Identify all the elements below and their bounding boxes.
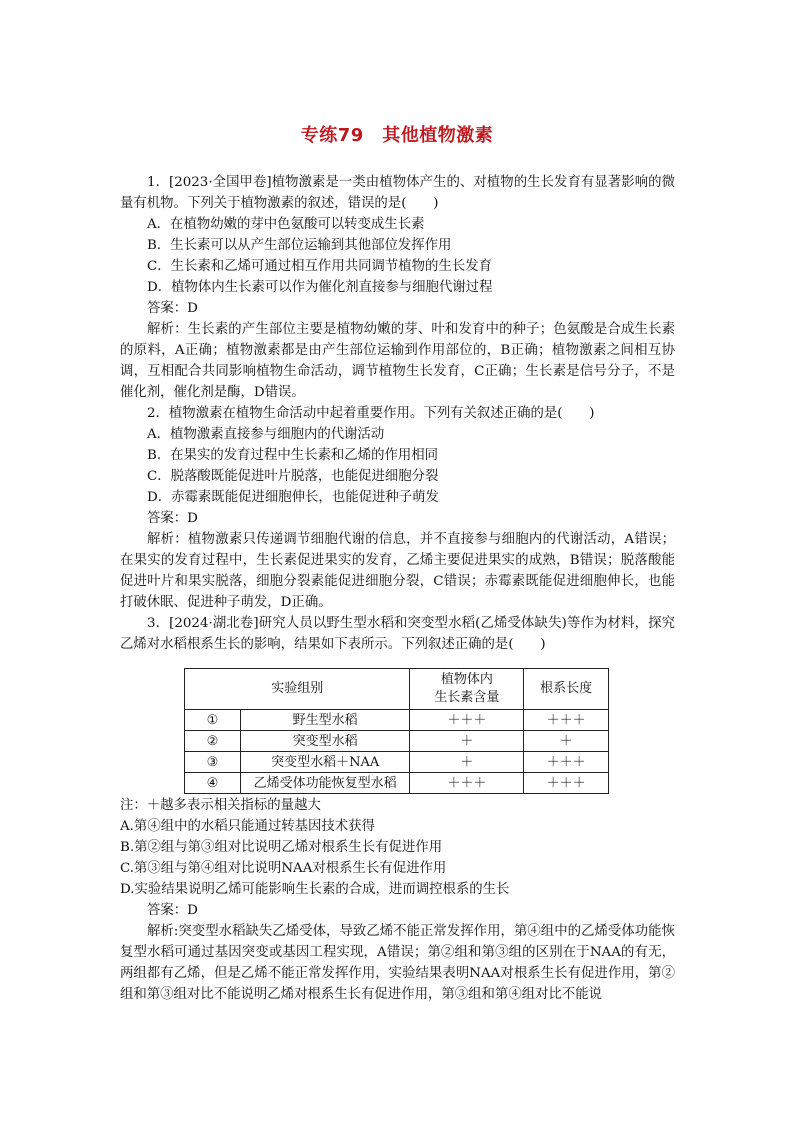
q1-option-b: B．生长素可以从产生部位运输到其他部位发挥作用 bbox=[147, 238, 452, 253]
table-cell-auxin: ＋＋＋ bbox=[410, 710, 524, 731]
table-cell-root: ＋＋＋ bbox=[524, 752, 609, 773]
q2-option-c: C．脱落酸既能促进叶片脱落，也能促进细胞分裂 bbox=[147, 469, 439, 484]
table-cell-root: ＋＋＋ bbox=[524, 773, 609, 794]
table-cell-name: 乙烯受体功能恢复型水稻 bbox=[240, 773, 410, 794]
page-title: 专练79 其他植物激素 bbox=[300, 125, 494, 146]
q3-stem: 3．[2024·湖北卷]研究人员以野生型水稻和突变型水稻(乙烯受体缺失)等作为材料，探究乙烯对水稻根系生长的影响，结果如下表所示。下列叙述正确的是( ) bbox=[120, 616, 675, 652]
document-body bbox=[120, 172, 675, 1005]
q1-stem: 1．[2023·全国甲卷]植物激素是一类由植物体产生的、对植物的生长发育有显著影响的微量有机物。下列关于植物激素的叙述，错误的是( ) bbox=[120, 175, 675, 211]
q2-option-b: B．在果实的发育过程中生长素和乙烯的作用相同 bbox=[147, 448, 439, 463]
table-cell-auxin: ＋ bbox=[410, 731, 524, 752]
q2-answer: 答案：D bbox=[147, 511, 198, 526]
table-row bbox=[185, 752, 609, 773]
table-cell-no: ③ bbox=[185, 752, 241, 773]
q3-option-b: B.第②组与第③组对比说明乙烯对根系生长有促进作用 bbox=[120, 840, 443, 855]
table-cell-root: ＋＋＋ bbox=[524, 710, 609, 731]
q2-option-a: A．植物激素直接参与细胞内的代谢活动 bbox=[147, 427, 385, 442]
table-row bbox=[185, 710, 609, 731]
table-row bbox=[185, 731, 609, 752]
table-header-row bbox=[185, 669, 609, 710]
table-header-auxin: 植物体内 生长素含量 bbox=[410, 669, 524, 710]
q1-option-c: C．生长素和乙烯可通过相互作用共同调节植物的生长发育 bbox=[147, 259, 493, 274]
table-header-root: 根系长度 bbox=[524, 669, 609, 710]
q3-option-a: A.第④组中的水稻只能通过转基因技术获得 bbox=[120, 819, 375, 834]
table-note: 注：＋越多表示相关指标的量越大 bbox=[120, 798, 321, 813]
q1-option-d: D．植物体内生长素可以作为催化剂直接参与细胞代谢过程 bbox=[147, 280, 493, 295]
table-cell-name: 野生型水稻 bbox=[240, 710, 410, 731]
table-header-group: 实验组别 bbox=[185, 669, 410, 710]
q3-answer: 答案：D bbox=[147, 903, 198, 918]
table-cell-auxin: ＋ bbox=[410, 752, 524, 773]
q1-analysis: 解析：生长素的产生部位主要是植物幼嫩的芽、叶和发育中的种子；色氨酸是合成生长素的原料，A正确；植物激素都是由产生部位运输到作用部位的，B正确；植物激素之间相互协调，互相配合共同影响植物生命活动，调节植物生长发育，C正确；生长素是信号分子，不是催化剂，催化剂是酶，D错误。 bbox=[120, 322, 675, 400]
table-cell-no: ④ bbox=[185, 773, 241, 794]
table-row bbox=[185, 773, 609, 794]
table-cell-name: 突变型水稻 bbox=[240, 731, 410, 752]
q1-answer: 答案：D bbox=[147, 301, 198, 316]
table-cell-name: 突变型水稻＋NAA bbox=[240, 752, 410, 773]
results-table bbox=[184, 668, 609, 794]
q2-option-d: D．赤霉素既能促进细胞伸长，也能促进种子萌发 bbox=[147, 490, 439, 505]
table-cell-no: ① bbox=[185, 710, 241, 731]
table-cell-auxin: ＋＋＋ bbox=[410, 773, 524, 794]
table-cell-root: ＋ bbox=[524, 731, 609, 752]
table-cell-no: ② bbox=[185, 731, 241, 752]
q1-option-a: A．在植物幼嫩的芽中色氨酸可以转变成生长素 bbox=[147, 217, 425, 232]
q3-analysis: 解析:突变型水稻缺失乙烯受体，导致乙烯不能正常发挥作用，第④组中的乙烯受体功能恢复型水稻可通过基因突变或基因工程实现，A错误；第②组和第③组的区别在于NAA的有无，两组都有乙烯，但是乙烯不能正常发挥作用，实验结果表明NAA对根系生长有促进作用，第②组和第③组对比不能说明乙烯对根系生长有促进作用，第③组和第④组对比不能说 bbox=[120, 924, 675, 1002]
q3-option-d: D.实验结果说明乙烯可能影响生长素的合成，进而调控根系的生长 bbox=[120, 882, 510, 897]
q2-stem: 2．植物激素在植物生命活动中起着重要作用。下列有关叙述正确的是( ) bbox=[147, 406, 595, 421]
results-table-wrapper bbox=[184, 668, 609, 794]
q2-analysis: 解析：植物激素只传递调节细胞代谢的信息，并不直接参与细胞内的代谢活动，A错误；在果实的发育过程中，生长素促进果实的发育，乙烯主要促进果实的成熟，B错误；脱落酸能促进叶片和果实脱落，细胞分裂素能促进细胞分裂，C错误；赤霉素既能促进细胞伸长，也能打破休眠、促进种子萌发，D正确。 bbox=[120, 532, 675, 610]
q3-option-c: C.第③组与第④组对比说明NAA对根系生长有促进作用 bbox=[120, 861, 447, 876]
